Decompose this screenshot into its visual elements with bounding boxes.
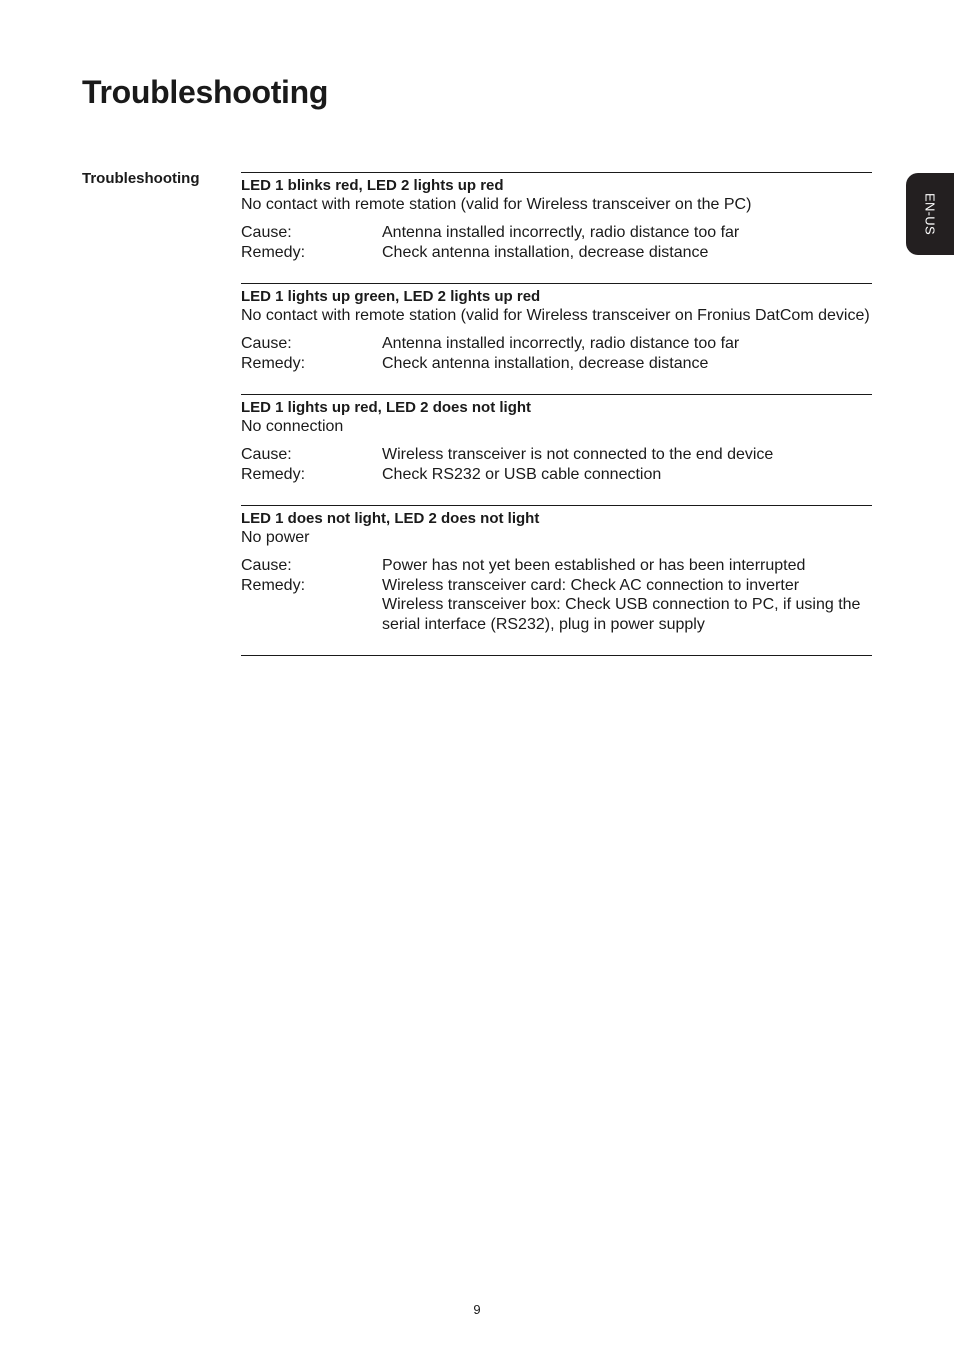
- troubleshooting-block: [241, 394, 872, 505]
- remedy-line: Check antenna installation, decrease distance: [382, 354, 709, 372]
- block-title: LED 1 lights up red, LED 2 does not light: [241, 399, 532, 416]
- block-description: No contact with remote station (valid for Wireless transceiver on the PC): [241, 196, 752, 213]
- cause-text: Power has not yet been established or has been interrupted: [382, 557, 806, 574]
- troubleshooting-table: [241, 172, 872, 656]
- cause-row: [241, 334, 872, 354]
- page-number: 9: [473, 1302, 481, 1317]
- block-title: LED 1 does not light, LED 2 does not light: [241, 510, 540, 527]
- cause-label: Cause:: [241, 557, 292, 574]
- remedy-line: Check RS232 or USB cable connection: [382, 465, 662, 483]
- remedy-row: [241, 465, 872, 485]
- cause-text: Antenna installed incorrectly, radio distance too far: [382, 335, 740, 352]
- remedy-line: Wireless transceiver card: Check AC connection to inverter: [382, 576, 800, 594]
- troubleshooting-block: [241, 505, 872, 656]
- language-tab: [906, 173, 954, 255]
- remedy-label: Remedy:: [241, 354, 306, 372]
- cause-label: Cause:: [241, 224, 292, 241]
- remedy-row: [241, 243, 872, 263]
- remedy-row: [241, 576, 872, 635]
- remedy-row: [241, 354, 872, 374]
- block-description: No contact with remote station (valid for Wireless transceiver on Fronius DatCom device): [241, 307, 870, 324]
- remedy-line: Wireless transceiver box: Check USB connection to PC, if using the serial interface (RS232), plug in power supply: [382, 596, 861, 633]
- remedy-text: [382, 576, 872, 635]
- remedy-text: [382, 354, 872, 374]
- remedy-label: Remedy:: [241, 465, 306, 483]
- troubleshooting-block: [241, 283, 872, 394]
- remedy-label: Remedy:: [241, 576, 306, 594]
- cause-row: [241, 556, 872, 576]
- cause-row: [241, 445, 872, 465]
- page-title: Troubleshooting: [82, 74, 329, 110]
- cause-text: Wireless transceiver is not connected to the end device: [382, 446, 774, 463]
- remedy-line: Check antenna installation, decrease distance: [382, 243, 709, 261]
- cause-text: Antenna installed incorrectly, radio distance too far: [382, 224, 740, 241]
- block-title: LED 1 blinks red, LED 2 lights up red: [241, 177, 504, 194]
- troubleshooting-block: [241, 172, 872, 283]
- section-heading: Troubleshooting: [82, 170, 200, 187]
- block-description: No power: [241, 529, 310, 546]
- block-title: LED 1 lights up green, LED 2 lights up red: [241, 288, 541, 305]
- remedy-label: Remedy:: [241, 243, 306, 261]
- cause-row: [241, 223, 872, 243]
- remedy-text: [382, 465, 872, 485]
- cause-label: Cause:: [241, 335, 292, 352]
- block-description: No connection: [241, 418, 344, 435]
- cause-label: Cause:: [241, 446, 292, 463]
- language-tab-label: EN-US: [922, 193, 938, 235]
- remedy-text: [382, 243, 872, 263]
